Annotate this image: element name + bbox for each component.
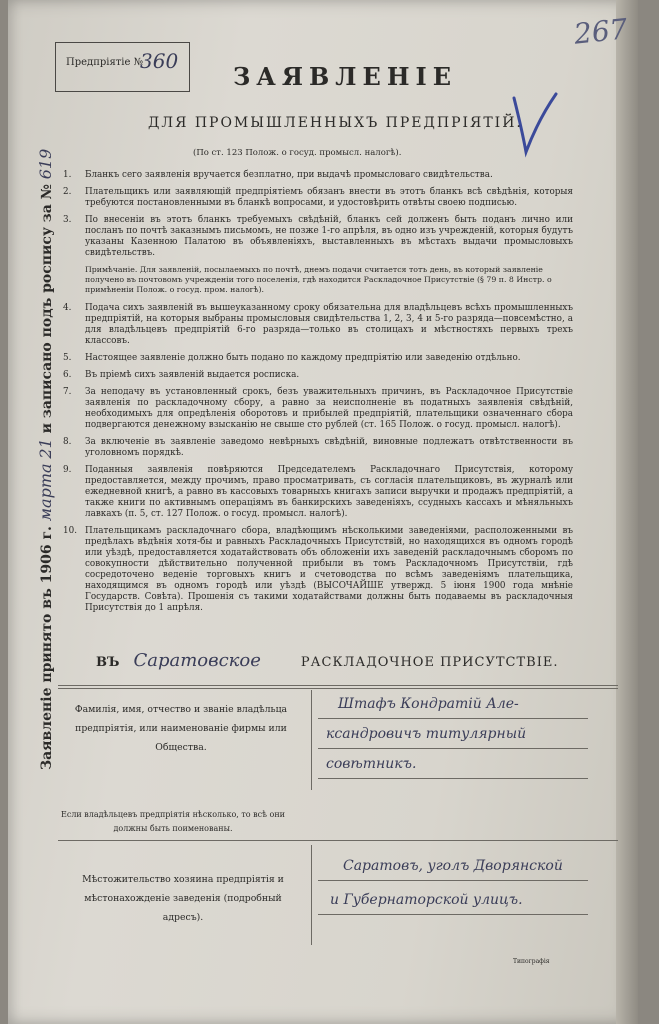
commission-prefix: ВЪ <box>96 655 120 670</box>
list-item: 9. Поданныя заявленія повѣряются Председателемъ Раскладочнаго Присутствія, которому предоставляется, между прочимъ, право просматривать, съ согласія плательщиковъ, въ журналѣ или ежедневной книгѣ, а равно въ кассовыхъ товарныхъ книгахъ записи выручки и продажъ предпріятій, а также книги по активнымъ операціямъ въ банкирскихъ заведеніяхъ, ссудныхъ кассахъ и мѣняльныхъ лавкахъ (п. 5, ст. 127 Полож. о госуд. промысл. налогѣ). <box>63 465 573 519</box>
page-edge <box>616 0 638 1024</box>
list-item: 6. Въ пріемѣ сихъ заявленій выдается росписка. <box>63 370 300 380</box>
law-reference: (По ст. 123 Полож. о госуд. промысл. налогѣ). <box>193 148 402 158</box>
address-value-1: Саратовъ, уголъ Дворянской <box>343 858 563 874</box>
note-paragraph: Примѣчаніе. Для заявленій, посылаемыхъ по почтѣ, днемъ подачи считается тотъ день, въ который заявленіе получено въ почтовомъ учрежденіи того поселенія, гдѣ находится Раскладочное Присутствіе (§ 79 п. 8 Инстр. о примѣненіи Полож. о госуд. пром. налогѣ). <box>85 265 552 294</box>
side-number: 619 <box>36 148 55 180</box>
address-value-2: и Губернаторской улицъ. <box>330 892 523 908</box>
enterprise-label: Предпріятіе № <box>66 57 144 68</box>
list-item: 3. По внесеніи въ этотъ бланкъ требуемыхъ свѣдѣній, бланкъ сей долженъ быть поданъ лично или посланъ по почтѣ заказнымъ письмомъ, не позже 1-го апрѣля, въ одно изъ учрежденій, которыя будутъ указаны Казенною Палатою въ объявленіяхъ, выставленныхъ въ мѣстахъ выдачи промысловыхъ свидѣтельствъ. <box>63 215 573 258</box>
write-line <box>318 914 588 915</box>
commission-label: РАСКЛАДОЧНОЕ ПРИСУТСТВІЕ. <box>300 655 559 670</box>
list-item: 7. За неподачу въ установленный срокъ, безъ уважительныхъ причинъ, въ Раскладочное Присутствіе заявленія по раскладочному сбору, а равно за неисполненіе въ податныхъ заявленія свѣдѣній, необходимыхъ для опредѣленія оборотовъ и прибылей предпріятій, плательщики означеннаго сбора подвергаются денежному взысканію не свыше сто рублей (ст. 165 Полож. о госуд. промысл. налогѣ). <box>63 387 573 430</box>
side-prefix: Заявленіе принято въ 1906 г. <box>39 526 55 770</box>
side-month: марта <box>36 463 55 522</box>
list-item: 10. Плательщикамъ раскладочнаго сбора, владѣющимъ нѣсколькими заведеніями, расположенными въ предѣлахъ вѣдѣнія хотя-бы и равныхъ Раскладочныхъ Присутствій, но находящихся въ одномъ городѣ или уѣздѣ, предоставляется ходатайствовать объ обложеніи ихъ заведеній раскладочнымъ сборомъ по совокупности дѣйствительно полученной прибыли въ томъ Раскладочномъ Присутствіи, гдѣ сосредоточено веденіе торговыхъ книгъ и счетоводства по всѣмъ заведеніямъ плательщика, находящимся въ одномъ городѣ или уѣздѣ (ВЫСОЧАЙШЕ утвержд. 5 іюня 1900 года мнѣніе Государств. Совѣта). Прошенія съ такими ходатайствами должны быть подаваемы въ раскладочныя Присутствія до 1 апрѣля. <box>63 526 573 613</box>
write-line <box>318 718 588 719</box>
commission-city: Саратовское <box>133 650 261 671</box>
list-item: 8. За включеніе въ заявленіе заведомо невѣрныхъ свѣдѣній, виновные подлежатъ отвѣтственности въ уголовномъ порядкѣ. <box>63 437 573 458</box>
write-line <box>318 778 588 779</box>
column-divider <box>311 690 312 790</box>
column-divider <box>311 845 312 945</box>
multi-owner-note: Если владѣльцевъ предпріятія нѣсколько, то всѣ они должны быть поименованы. <box>61 810 285 833</box>
document-page <box>8 0 638 1024</box>
document-title: ЗАЯВЛЕНІЕ <box>233 62 458 91</box>
enterprise-number-box <box>55 42 190 92</box>
owner-value-2: ксандровичъ титулярный <box>326 726 527 742</box>
commission-line <box>96 650 558 671</box>
instructions-list <box>63 170 573 620</box>
address-label: Мѣстожительство хозяина предпріятія и мѣстонахожденіе заведенія (подробный адресъ). <box>82 874 284 923</box>
write-line <box>318 748 588 749</box>
owner-value-1: Штафъ Кондратій Але- <box>338 696 519 712</box>
divider <box>58 840 618 841</box>
write-line <box>318 880 588 881</box>
corner-folio-number: 267 <box>572 12 630 51</box>
enterprise-number: 360 <box>140 49 179 73</box>
divider <box>58 685 618 686</box>
list-item: 5. Настоящее заявленіе должно быть подано по каждому предпріятію или заведенію отдѣльно. <box>63 353 521 363</box>
side-suffix: и записано подъ роспису за № <box>39 184 55 434</box>
side-day: 21 <box>36 438 55 459</box>
document-subtitle: ДЛЯ ПРОМЫШЛЕННЫХЪ ПРЕДПРІЯТІЙ. <box>148 115 523 131</box>
owner-label: Фамилія, имя, отчество и званіе владѣльца предпріятія, или наименованіе фирмы или Общества. <box>74 704 288 753</box>
list-item: 2. Плательщикъ или заявляющій предпріятіемъ обязанъ внести въ этотъ бланкъ всѣ свѣдѣнія, которыя требуются постановленными въ бланкѣ вопросами, и удостовѣрить отвѣты своею подписью. <box>63 187 573 208</box>
owner-value-3: совѣтникъ. <box>326 756 417 772</box>
side-registration-note <box>26 40 66 770</box>
printer-mark: Типографія <box>513 958 550 965</box>
divider <box>58 688 618 689</box>
list-item: 4. Подача сихъ заявленій въ вышеуказанному сроку обязательна для владѣльцевъ всѣхъ промышленныхъ предпріятій, на которыя выбраны промысловыя свидѣтельства 1, 2, 3, 4 и 5-го разряда—повсемѣстно, а для владѣльцевъ предпріятій 6-го разряда—только въ столицахъ и мѣстностяхъ первыхъ трехъ классовъ. <box>63 303 573 346</box>
list-item: 1. Бланкъ сего заявленія вручается безплатно, при выдачѣ промысловаго свидѣтельства. <box>63 170 493 180</box>
